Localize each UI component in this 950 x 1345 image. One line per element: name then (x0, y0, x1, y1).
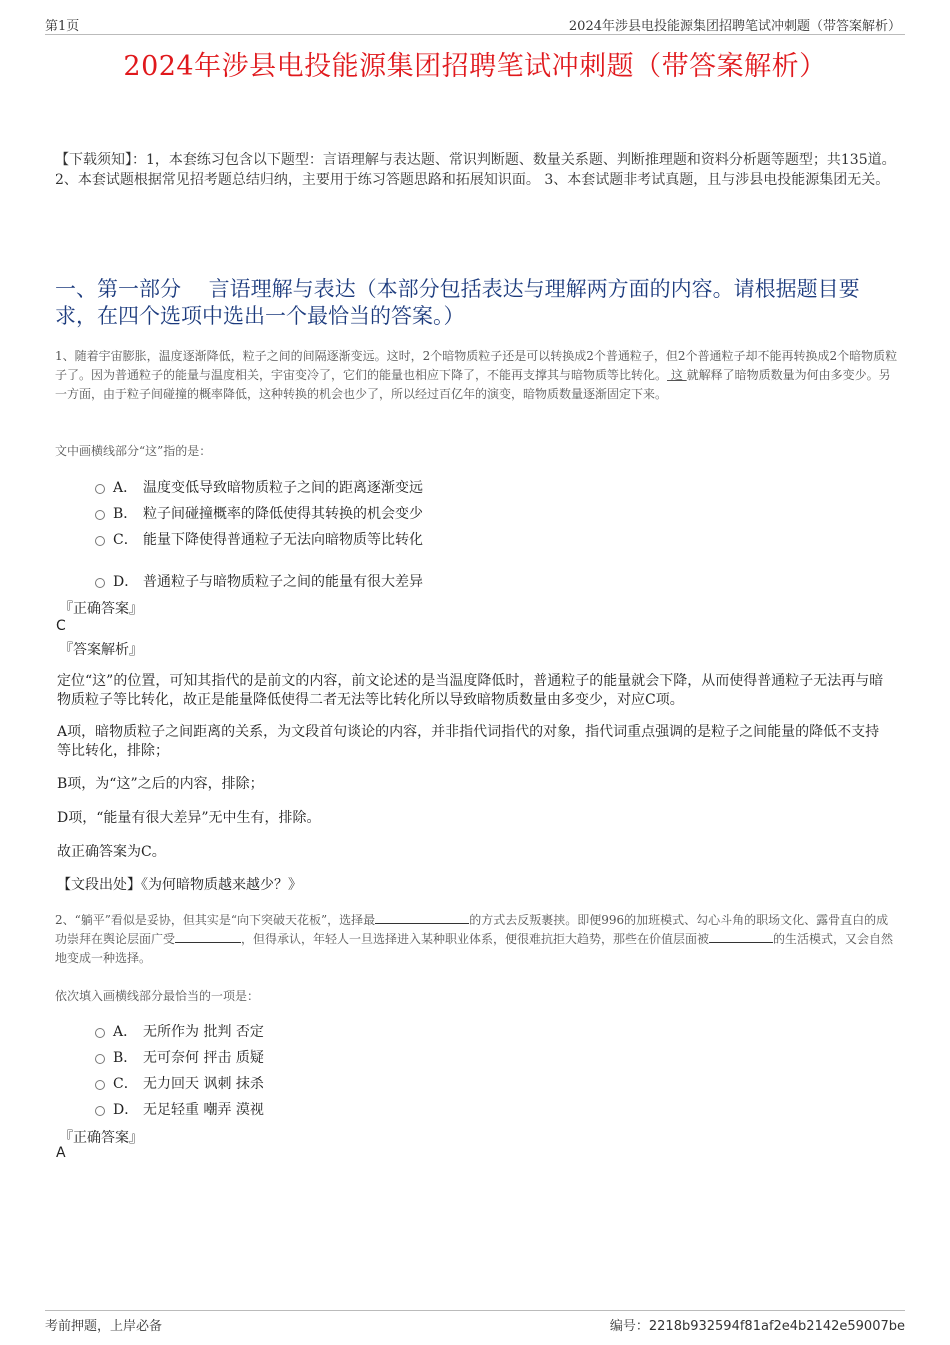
q2-option-c[interactable]: C． 无力回天 讽刺 抹杀 (95, 1073, 264, 1093)
q1-analysis-para: 故正确答案为C。 (57, 844, 166, 860)
q2-answer: A (56, 1145, 66, 1161)
q2-answer-label: 『正确答案』 (59, 1130, 143, 1146)
question-2-text: 2、“躺平”看似是妥协，但其实是“向下突破天花板”，选择最 的方式去反叛裹挟。即便996的加班模式、勾心斗角的职场文化、露骨直白的成功崇拜在舆论层面广受 ，但得承认，年轻人一旦选择进入某种职业体系，便很难抗拒大趋势，那些在价值层面被 的生活模式，又会自然地变成一种选择。 (55, 913, 894, 965)
question-1-prompt: 文中画横线部分“这”指的是： (55, 444, 212, 458)
footer-code: 编号：2218b932594f81af2e4b2142e59007be (609, 1319, 905, 1334)
radio-icon[interactable] (95, 578, 105, 588)
radio-icon[interactable] (95, 484, 105, 494)
radio-icon[interactable] (95, 510, 105, 520)
q1-analysis-para: B项，为“这”之后的内容，排除； (57, 776, 264, 792)
q1-option-b[interactable]: B． 粒子间碰撞概率的降低使得其转换的机会变少 (95, 503, 423, 523)
section-title: 一、第一部分 言语理解与表达（本部分包括表达与理解两方面的内容。请根据题目要求，在四个选项中选出一个最恰当的答案。） (55, 277, 860, 328)
radio-icon[interactable] (95, 1028, 105, 1038)
question-2-prompt: 依次填入画横线部分最恰当的一项是： (55, 989, 260, 1003)
page-header (45, 14, 905, 35)
radio-icon[interactable] (95, 1106, 105, 1116)
q2-option-b[interactable]: B． 无可奈何 抨击 质疑 (95, 1047, 264, 1067)
q1-option-c[interactable]: C． 能量下降使得普通粒子无法向暗物质等比转化 (95, 529, 423, 549)
q1-answer-label: 『正确答案』 (59, 601, 143, 617)
radio-icon[interactable] (95, 1054, 105, 1064)
q1-analysis-para: 定位“这”的位置，可知其指代的是前文的内容，前文论述的是当温度降低时，普通粒子的能量就会下降，从而使得普通粒子无法再与暗物质粒子等比转化，故正是能量降低使得二者无法等比转化所以导致暗物质数量由多变少，对应C项。 (57, 673, 884, 708)
q1-answer: C (56, 618, 66, 634)
fill-blank (375, 911, 469, 924)
page-number: 第1页 (45, 19, 80, 34)
radio-icon[interactable] (95, 536, 105, 546)
header-doc-title: 2024年涉县电投能源集团招聘笔试冲刺题（带答案解析） (568, 19, 901, 34)
q1-analysis-label: 『答案解析』 (59, 642, 143, 658)
q1-option-a[interactable]: A． 温度变低导致暗物质粒子之间的距离逐渐变远 (95, 477, 423, 497)
document-title: 2024年涉县电投能源集团招聘笔试冲刺题（带答案解析） (123, 51, 827, 82)
footer-slogan: 考前押题，上岸必备 (45, 1319, 163, 1334)
q2-option-d[interactable]: D． 无足轻重 嘲弄 漠视 (95, 1099, 264, 1119)
fill-blank (709, 930, 773, 943)
q1-source: 【文段出处】《为何暗物质越来越少？》 (57, 877, 302, 893)
q1-option-d[interactable]: D． 普通粒子与暗物质粒子之间的能量有很大差异 (95, 571, 423, 591)
q1-analysis-para: D项，“能量有很大差异”无中生有，排除。 (57, 810, 321, 826)
page-footer (45, 1310, 905, 1337)
fill-blank (175, 930, 241, 943)
q2-option-a[interactable]: A． 无所作为 批判 否定 (95, 1021, 264, 1041)
q1-analysis-para: A项，暗物质粒子之间距离的关系，为文段首句谈论的内容，并非指代词指代的对象，指代词重点强调的是粒子之间能量的降低不支持等比转化，排除； (57, 724, 880, 759)
question-1-text: 1、随着宇宙膨胀，温度逐渐降低，粒子之间的间隔逐渐变远。这时，2个暗物质粒子还是可以转换成2个普通粒子，但2个普通粒子却不能再转换成2个暗物质粒子了。因为普通粒子的能量与温度相关，宇宙变冷了，它们的能量也相应下降了，不能再支撑其与暗物质等比转化。 这 就解释了暗物质数量为何由多变少。另一方面，由于粒子间碰撞的概率降低，这种转换的机会也少了，所以经过百亿年的演变，暗物质数量逐渐固定下来。 (55, 349, 898, 401)
download-notice: 【下载须知】：1，本套练习包含以下题型：言语理解与表达题、常识判断题、数量关系题、判断推理题和资料分析题等题型；共135道。 2、本套试题根据常见招考题总结归纳，主要用于练习答题思路和拓展知识面。 3、本套试题非考试真题，且与涉县电投能源集团无关。 (55, 152, 896, 188)
radio-icon[interactable] (95, 1080, 105, 1090)
underlined-word: 这 (667, 368, 687, 382)
